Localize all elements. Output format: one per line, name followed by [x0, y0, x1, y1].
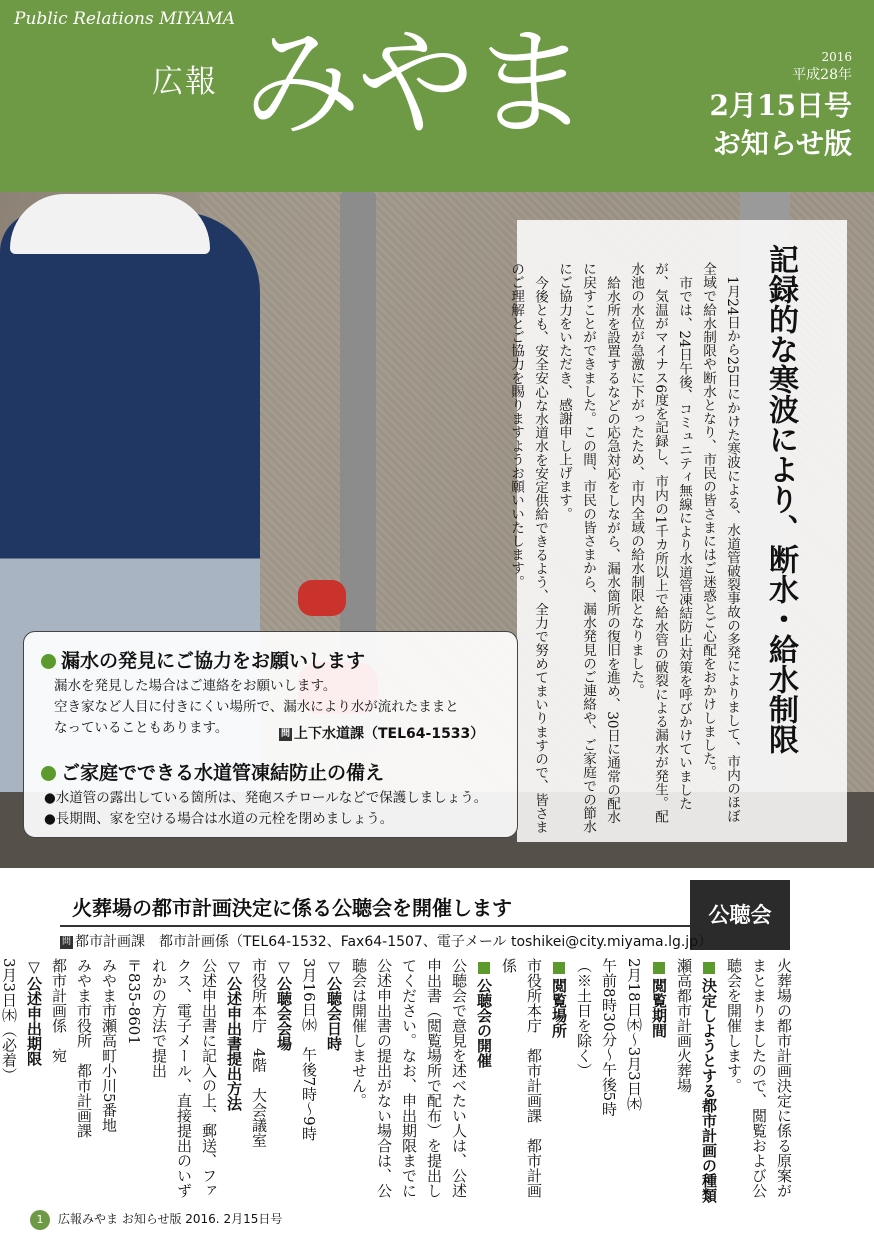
section-date-heading: ▽公聴会日時	[325, 958, 343, 1051]
square-marker-icon	[703, 962, 715, 974]
freeze-tip-2: ●長期間、家を空ける場合は水道の元栓を閉めましょう。	[44, 811, 394, 827]
leak-contact	[279, 724, 484, 745]
article-body	[508, 262, 744, 834]
section-place-heading-text: 閲覧場所	[550, 978, 568, 1038]
article-headline: 記録的な寒波により、断水・給水制限	[763, 244, 798, 754]
section-venue-body: 市役所本庁 4階 大会議室	[250, 958, 268, 1148]
page-number: 1	[30, 1210, 50, 1230]
green-bullet-icon	[41, 766, 56, 781]
masthead	[0, 0, 874, 192]
section-type-heading-text: 決定しようとする都市計画の種類	[700, 978, 718, 1203]
leak-text-3: なっていることもあります。	[54, 720, 229, 736]
issue-heisei: 平成28年	[792, 67, 852, 83]
section-method-addr-4: 都市計画係 宛	[50, 958, 68, 1063]
section-period-body-3: （※土日を除く）	[575, 958, 593, 1078]
hearing-title: 火葬場の都市計画決定に係る公聴会を開催します	[72, 896, 512, 920]
section-deadline-heading: ▽公述申出期限	[25, 958, 43, 1066]
article-paragraph: 1月24日から25日にかけた寒波による、水道管破裂事故の多発によりまして、市内のほぼ全域で給水制限や断水となり、市民の皆さまにはご迷惑とご心配をおかけしました。	[700, 262, 740, 823]
section-type-heading	[696, 958, 721, 1210]
green-bullet-icon	[41, 654, 56, 669]
section-method-addr-2: みやま市瀬高町小川5番地	[100, 958, 118, 1133]
article-paragraph: 市では、24日午後、コミュニティ無線により水道管凍結防止対策を呼びかけていましたが、気温がマイナス6度を記録し、市内の1千カ所以上で給水管の破裂による漏水が発生。配水池の水位が急激に下がったため、市内全域の給水制限となりました。	[628, 262, 692, 824]
photo-glove-upper	[298, 580, 346, 616]
issue-date: 2月15日号	[709, 89, 852, 122]
issue-year: 2016	[821, 50, 852, 64]
hearing-contact-text: 都市計画課 都市計画係（TEL64-1532、Fax64-1507、電子メール toshikei@city.miyama.lg.jp）	[75, 934, 713, 950]
leak-contact-text: 上下水道課（TEL64-1533）	[294, 726, 485, 742]
section-method-heading: ▽公述申出書提出方法	[225, 958, 243, 1111]
section-period-body-1: 2月18日㈭〜3月3日㈭	[625, 958, 643, 1111]
footer-text: 広報みやま お知らせ版 2016. 2月15日号	[58, 1212, 283, 1226]
leak-title	[41, 646, 365, 673]
square-marker-icon	[478, 962, 490, 974]
hearing-contact	[60, 931, 712, 951]
section-venue-heading: ▽公聴会会場	[275, 958, 293, 1051]
section-period-heading-text: 閲覧期間	[650, 978, 668, 1038]
freeze-title-text: ご家庭でできる水道管凍結防止の備え	[61, 762, 385, 784]
title-rule	[60, 925, 690, 927]
leak-text-1: 漏水を発見した場合はご連絡をお願いします。	[54, 678, 337, 694]
miyama-logo-text: みやま	[243, 14, 586, 152]
article-paragraph: 給水所を設置するなどの応急対応をしながら、漏水箇所の復旧を進め、30日に通常の配水に戻すことができました。この間、市民の皆さまから、漏水発見のご連絡や、ご家庭での節水にご協力をいただき、感謝申し上げます。	[556, 262, 620, 834]
section-place-heading	[546, 958, 571, 1210]
photo-helmet	[10, 194, 210, 254]
section-hearing-heading	[471, 958, 496, 1210]
section-date-body: 3月16日㈬ 午後7時〜9時	[300, 958, 318, 1141]
section-method-body: 公述申出書に記入の上、郵送、ファクス、電子メール、直接提出のいずれかの方法で提出	[150, 958, 218, 1198]
hearing-details	[0, 958, 796, 1210]
section-period-heading	[646, 958, 671, 1210]
leak-text-2: 空き家など人目に付きにくい場所で、漏水により水が流れたままと	[54, 699, 459, 715]
section-period-body-2: 午前8時30分〜午後5時	[600, 958, 618, 1117]
pr-title: Public Relations MIYAMA	[14, 9, 236, 29]
section-type-body: 瀬高都市計画火葬場	[675, 958, 693, 1093]
square-marker-icon	[553, 962, 565, 974]
page-footer	[30, 1210, 282, 1230]
freeze-title	[41, 758, 384, 785]
section-hearing-body: 公聴会で意見を述べたい人は、公述申出書（閲覧場所で配布）を提出してください。なお、申出期限までに公述申出書の提出がない場合は、公聴会は開催しません。	[350, 958, 468, 1198]
issue-edition: お知らせ版	[712, 127, 852, 160]
section-hearing-heading-text: 公聴会の開催	[475, 978, 493, 1068]
freeze-tip-1: ●水道管の露出している箇所は、発砲スチロールなどで保護しましょう。	[44, 790, 488, 806]
section-place-body: 市役所本庁 都市計画課 都市計画係	[500, 958, 543, 1198]
square-marker-icon	[653, 962, 665, 974]
kouhou-label: 広報	[152, 64, 218, 100]
hearing-badge: 公聴会	[690, 880, 790, 950]
section-method-addr-1: 〒835-8601	[125, 958, 143, 1045]
section-deadline-body: 3月3日㈭（必着）	[0, 958, 18, 1083]
leak-title-text: 漏水の発見にご協力をお願いします	[61, 650, 366, 672]
leak-info-box	[23, 631, 518, 838]
inquiry-icon: 問	[61, 936, 71, 947]
inquiry-icon: 問	[280, 728, 290, 739]
hearing-intro: 火葬場の都市計画決定に係る原案がまとまりましたので、閲覧および公聴会を開催します。	[725, 958, 793, 1198]
article-paragraph: 今後とも、安全安心な水道水を安定供給できるよう、全力で努めてまいりますので、皆さまのご理解とご協力を賜りますようお願いいたします。	[508, 262, 548, 834]
section-method-addr-3: みやま市役所 都市計画課	[75, 958, 93, 1138]
